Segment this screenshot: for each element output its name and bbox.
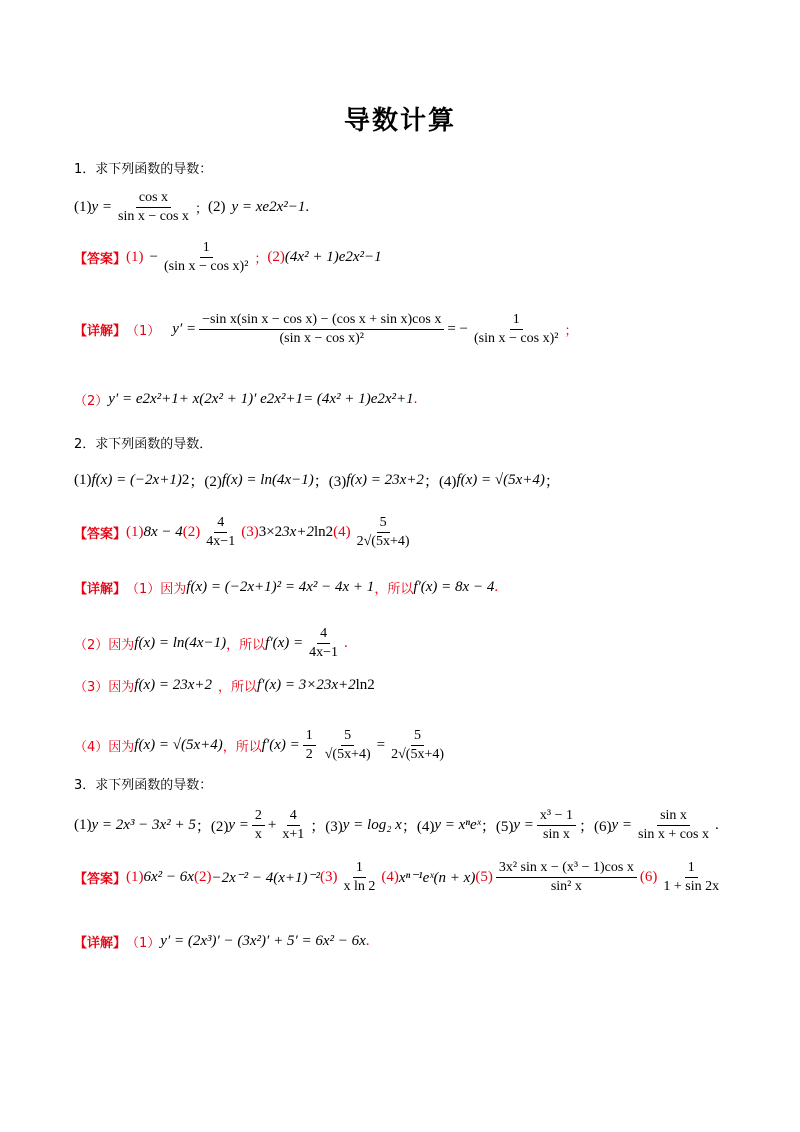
q2-d4-fraction-3 [388,728,447,763]
q2-d2-den: 4x−1 [309,645,339,660]
q1-answer-label: 【答案】 [74,252,127,267]
q2-detail-2 [74,626,760,661]
q1-p1-fraction [115,190,192,225]
q2-d4-label: （4）因为 [74,740,135,755]
q2-problem: (1) f(x) = (−2x+1) 2 ；(2) f(x) = ln(4x−1) ；(3) f(x) = 2 3x+2 ；(4) f(x) = √(5x+4) ； [74,472,560,490]
q2-detail-1 [74,578,760,597]
q3-detail-1 [74,932,760,951]
q2-d1-expr: f(x) = (−2x+1)² = 4x² − 4x + 1 [186,579,375,595]
q2-p4-label: ；(4) [423,474,457,490]
q1-p2-label: (2) [207,199,226,215]
q3-d1-label: （1） [126,936,161,951]
q1-a2-exp: 2x²−1 [345,249,382,265]
q2-a4-num: 5 [377,515,390,533]
q2-d2-fraction [306,626,341,661]
q3-a2-label: (2) [193,869,212,885]
q3-heading: 3．求下列函数的导数： [74,778,213,793]
q2-a2-fraction [203,515,238,550]
q3-a2: −2x⁻² − 4(x+1)⁻² [211,870,320,886]
q3-p4-expr: y = xⁿeˣ [434,817,481,833]
q3-p5-fraction [537,808,576,843]
q2-a3: 3×2 [258,524,283,540]
q1-d1-num2: 1 [510,312,523,330]
q1-a1-label: (1) [126,249,144,265]
q2-d3-exp: 3x+2 [180,677,212,693]
q3-p6-num: sin x [657,808,690,826]
q2-a4-fraction [354,515,413,550]
q1-a1-den: (sin x − cos x)² [163,259,249,274]
q3-a1-label: (1) [126,869,144,885]
q2-p3-expr: f(x) = 2 [346,472,393,488]
q2-p-end: ； [544,474,560,490]
q2-d4-n2: 5 [341,728,354,746]
q1-d1-label: （1） [126,324,161,339]
q3-p6-fraction [635,808,712,843]
q1-d2-expr-b: + x(2x² + 1)′ e [178,391,267,407]
q1-p1-label: (1) [74,199,92,215]
q3-problem [74,808,760,843]
q1-problem [74,190,760,225]
q1-p1-num: cos x [136,190,171,208]
q2-detail-4 [74,728,760,763]
q3-p2-n1: 2 [252,808,265,826]
q2-heading: 2．求下列函数的导数． [74,437,213,452]
q3-p5-label: ；(5) [480,819,514,835]
q3-a6-label: (6) [639,869,658,885]
q2-p3-label: ；(3) [313,474,347,490]
q2-d1-end: . [494,579,499,595]
q3-p2-label: ；(2) [195,819,229,835]
q2-d3-tail: ln2 [355,677,375,693]
q3-a1: 6x² − 6x [143,869,194,885]
q2-a3-exp: 3x+2 [282,524,314,540]
q2-detail-3 [74,676,760,695]
q2-d3-mid: ，所以 [218,680,258,695]
q1-d2-expr-c: = (4x² + 1)e [303,391,378,407]
q2-d4-fraction-1 [303,728,316,763]
q1-d2-exp-c: 2x²+1 [377,391,414,407]
q3-a6-fraction [660,860,722,895]
q2-d4-res: f′(x) = [261,737,300,753]
q2-d2-res: f′(x) = [265,635,304,651]
q2-a4-label: (4) [333,524,351,540]
q3-p6-lhs: y = [611,817,633,833]
q2-d4-d2: √(5x+4) [324,747,371,762]
q1-detail-2 [74,390,760,409]
q2-p2-label: ；(2) [189,474,222,490]
q2-a4-den: 2√(5x+4) [356,534,410,549]
q2-d4-n1: 1 [303,728,316,746]
q1-a2-label: (2) [267,249,285,265]
q2-a2-den: 4x−1 [206,534,236,549]
q1-d1-num: −sin x(sin x − cos x) − (cos x + sin x)cos x [199,312,444,330]
q1-d2-expr-a: y′ = e [108,391,143,407]
q3-a6-num: 1 [685,860,698,878]
q2-a3-tail: ln2 [313,524,334,540]
q3-p2-n2: 4 [287,808,300,826]
q3-a5-fraction [496,860,637,895]
q3-p1-expr: y = 2x³ − 3x² + 5 [91,817,196,833]
q2-d3-exp2: 3x+2 [323,677,356,693]
q1-a1-sign: − [149,249,158,265]
q3-p6-den: sin x + cos x [638,827,709,842]
q3-p5-lhs: y = [513,817,534,833]
q1-detail-1 [74,312,760,347]
q1-d1-den: (sin x − cos x)² [279,331,364,346]
q3-p5-num: x³ − 1 [537,808,576,826]
q3-p3-label: ；(3) [310,819,343,835]
q3-a5-num: 3x² sin x − (x³ − 1)cos x [496,860,637,878]
q2-p4-expr: f(x) = √(5x+4) [456,472,545,488]
q2-d2-expr: f(x) = ln(4x−1) [134,635,227,651]
q2-answer-label: 【答案】 [74,527,127,542]
q3-p2-fraction-2 [279,808,307,843]
q2-d1-res: f′(x) = 8x − 4 [413,579,495,595]
q1-d2-exp-a: 2x²+1 [142,391,179,407]
q1-d1-end: ； [564,324,578,339]
q3-detail-label: 【详解】 [74,936,127,951]
q1-a-sep: ； [254,252,268,267]
q1-p2-expr: y = xe [231,199,270,215]
q1-d2-label: （2） [74,394,109,409]
q1-d1-fraction [199,312,444,347]
q3-p2-fraction-1 [252,808,265,843]
q2-d3-expr: f(x) = 2 [134,677,181,693]
q2-d3-res: f′(x) = 3×2 [257,677,324,693]
q1-d1-eq: = − [447,321,469,337]
q2-d4-n3: 5 [411,728,424,746]
q2-p3-exp: 3x+2 [392,472,424,488]
q3-a5-label: (5) [475,869,493,885]
q3-answer-label: 【答案】 [74,872,127,887]
q1-a1-fraction [161,240,251,275]
q2-d4-mid: ，所以 [222,740,262,755]
q3-a4-label: (4) [381,869,399,885]
q2-answer [74,515,760,550]
q2-d2-mid: ，所以 [226,638,266,653]
q3-d1-expr: y′ = (2x³)′ − (3x²)′ + 5′ = 6x² − 6x [160,933,366,949]
q2-p1-label: (1) [74,472,92,488]
q3-p2-lhs: y = [228,817,249,833]
q3-p1-label: (1) [74,817,92,833]
q3-a3-fraction [340,860,378,895]
q2-d4-d3: 2√(5x+4) [391,747,444,762]
q3-d1-end: . [365,933,370,949]
q2-d4-d1: 2 [305,747,313,762]
page-title: 导数计算 [343,106,456,136]
q1-detail-label: 【详解】 [74,324,127,339]
q3-a3-label: (3) [319,869,338,885]
q2-d2-end: . [344,635,348,651]
q2-a2-label: (2) [182,524,201,540]
q1-heading: 1．求下列函数的导数： [74,162,213,177]
q2-p2-expr: f(x) = ln(4x−1) [221,472,314,488]
q1-p2-end: . [305,199,310,215]
q1-d2-exp-b: 2x²+1 [266,391,304,407]
q3-p3-expr: y = log₂ x [342,817,402,833]
q1-a1-num: 1 [200,240,213,258]
q3-p4-label: ；(4) [401,819,435,835]
q2-a1: 8x − 4 [143,524,183,540]
q3-a4: xⁿ⁻¹eˣ(n + x) [398,870,476,886]
q3-p2-d2: x+1 [282,827,305,842]
q1-d1-den2: (sin x − cos x)² [474,331,559,346]
q2-d2-label: （2）因为 [74,638,135,653]
q1-d2-end: . [413,391,418,407]
q3-answer [74,860,760,895]
q2-d1-label: （1）因为 [126,582,187,597]
q3-a3-den: x ln 2 [343,879,376,894]
q3-p6-label: ；(6) [579,819,612,835]
q2-d1-mid: ，所以 [374,582,414,597]
q1-p1-lhs: y = [91,199,113,215]
q2-detail-label: 【详解】 [74,582,127,597]
q2-a1-label: (1) [126,524,144,540]
q3-p2-plus: + [267,817,277,833]
q2-d4-fraction-2 [322,728,374,763]
q2-a3-label: (3) [241,524,259,540]
q2-d4-eq: = [376,737,386,753]
q3-a5-den: sin² x [550,879,582,894]
q3-p2-d1: x [254,827,262,842]
q2-d2-num: 4 [317,626,330,644]
q2-d3-label: （3）因为 [74,680,135,695]
q2-p1-expr: f(x) = (−2x+1) [91,472,182,488]
q1-sep: ； [194,202,208,217]
q1-d1-fraction-2 [471,312,561,347]
q3-a6-den: 1 + sin 2x [663,879,720,894]
q1-a2-expr: (4x² + 1)e [284,249,346,265]
q1-answer [74,240,760,275]
q1-p1-den: sin x − cos x [118,209,189,224]
q2-d4-expr: f(x) = √(5x+4) [134,737,223,753]
q3-p-end: . [714,817,719,833]
q1-d1-lhs: y′ = [172,321,197,337]
q3-p5-den: sin x [543,827,570,842]
q1-p2-exp: 2x²−1 [269,199,306,215]
q2-a2-num: 4 [214,515,227,533]
q3-a3-num: 1 [353,860,366,878]
